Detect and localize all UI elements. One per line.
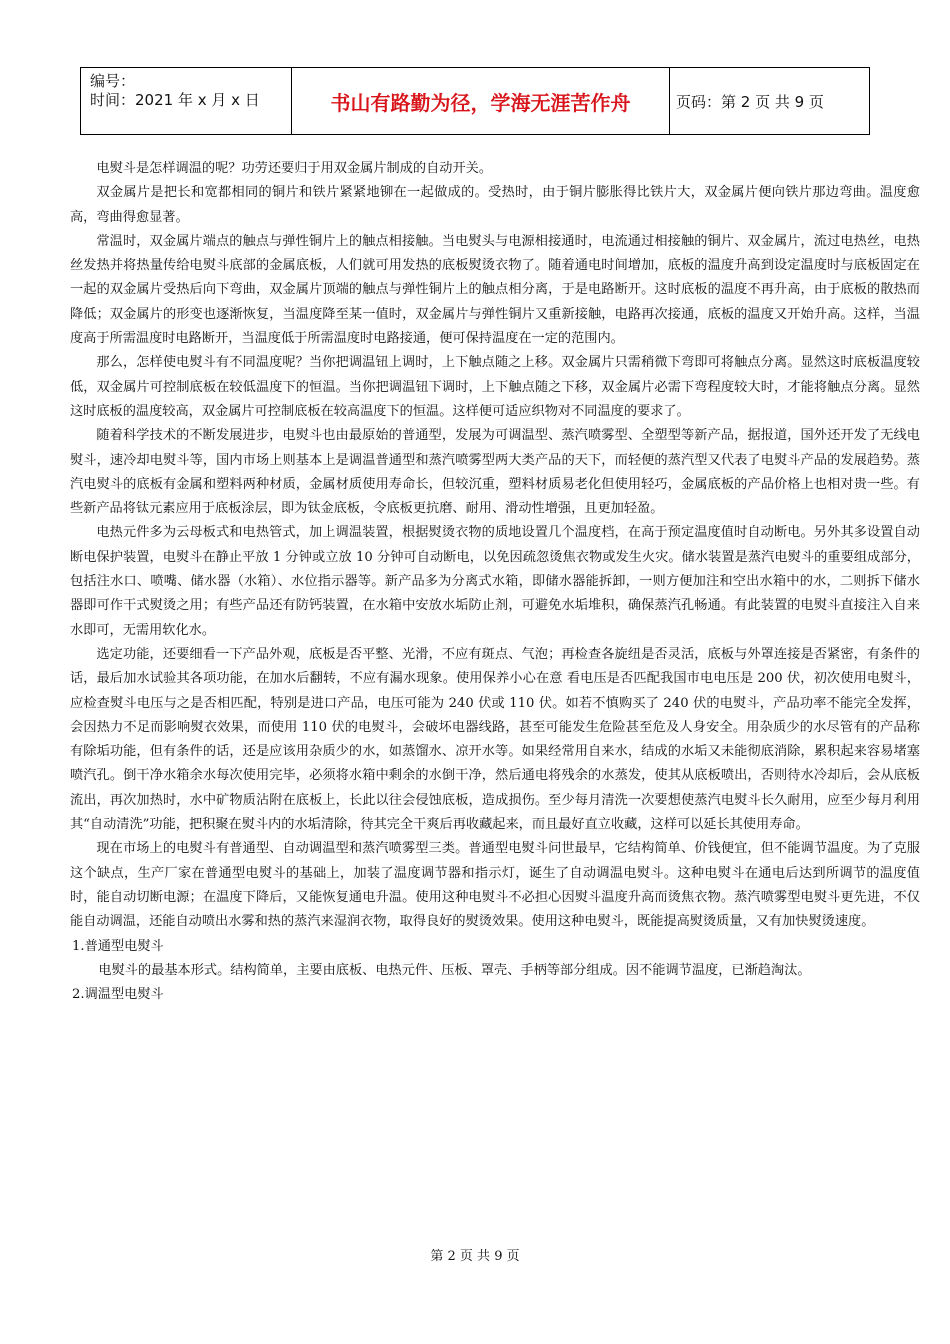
- section-text: 电熨斗的最基本形式。结构简单，主要由底板、电热元件、压板、罩壳、手柄等部分组成。因不能调节温度，已渐趋淘汰。: [98, 962, 811, 978]
- header-meta-cell: [81, 68, 292, 135]
- document-body: [70, 157, 920, 1007]
- paragraph: 双金属片是把长和宽都相同的铜片和铁片紧紧地铆在一起做成的。受热时，由于铜片膨胀得比铁片大，双金属片便向铁片那边弯曲。温度愈高，弯曲得愈显著。: [70, 185, 920, 225]
- paragraph: 随着科学技术的不断发展进步，电熨斗也由最原始的普通型，发展为可调温型、蒸汽喷雾型、全塑型等新产品，据报道，国外还开发了无线电熨斗，速冷却电熨斗等，国内市场上则基本上是调温普通型和蒸汽喷雾型两大类产品的天下，而轻便的蒸汽型又代表了电熨斗产品的发展趋势。蒸汽电熨斗的底板有金属和塑料两种材质，金属材质使用寿命长，但较沉重，塑料材质易老化但使用轻巧，金属底板的产品价格上也相对贵一些。有些新产品将钛元素应用于底板涂层，即为钛金底板，令底板更抗磨、耐用、滑动性增强，且更加轻盈。: [70, 428, 920, 517]
- section-heading: 2.调温型电熨斗: [72, 987, 164, 1003]
- footer-page-number: 第 2 页 共 9 页: [430, 1249, 520, 1264]
- serial-label: 编号：: [90, 72, 136, 90]
- page-footer: [0, 1245, 950, 1264]
- page-label: 页码：第 2 页 共 9 页: [676, 92, 824, 111]
- paragraph: 那么，怎样使电熨斗有不同温度呢？当你把调温钮上调时，上下触点随之上移。双金属片只需稍微下弯即可将触点分离。显然这时底板温度较低，双金属片可控制底板在较低温度下的恒温。当你把调温钮下调时，上下触点随之下移，双金属片必需下弯程度较大时，才能将触点分离。显然这时底板的温度较高，双金属片可控制底板在较高温度下的恒温。这样便可适应织物对不同温度的要求了。: [70, 355, 920, 419]
- motto: 书山有路勤为径，学海无涯苦作舟: [330, 90, 631, 115]
- paragraph: 常温时，双金属片端点的触点与弹性铜片上的触点相接触。当电熨头与电源相接通时，电流通过相接触的铜片、双金属片，流过电热丝，电热丝发热并将热量传给电熨斗底部的金属底板，人们就可用发热的底板熨烫衣物了。随着通电时间增加，底板的温度升高到设定温度时与底板固定在一起的双金属片受热后向下弯曲，双金属片顶端的触点与弹性铜片上的触点相分离，于是电路断开。这时底板的温度不再升高，由于底板的散热而降低；双金属片的形变也逐渐恢复，当温度降至某一值时，双金属片与弹性铜片又重新接触，电路再次接通，底板的温度又开始升高。这样，当温度高于所需温度时电路断开，当温度低于所需温度时电路接通，便可保持温度在一定的范围内。: [70, 233, 920, 347]
- paragraph: 选定功能，还要细看一下产品外观，底板是否平整、光滑，不应有斑点、气泡；再检查各旋纽是否灵活，底板与外罩连接是否紧密，有条件的话，最后加水试验其各项功能，在加水后翻转，不应有漏水现象。使用保养小心在意 看电压是否匹配我国市电电压是 200 伏，初次使用电熨斗，应检查熨斗电压与之是否相匹配，特别是进口产品，电压可能为 240 伏或 110 伏。如若不慎购买了 240 伏的电熨斗，产品功率不能完全发挥，会因热力不足而影响熨衣效果，而使用 110 伏的电熨斗，会破坏电器线路，甚至可能发生危险甚至危及人身安全。用杂质少的水尽管有的产品称有除垢功能，但有条件的话，还是应该用杂质少的水，如蒸馏水、凉开水等。如果经常用自来水，结成的水垢又未能彻底消除，累积起来容易堵塞喷汽孔。倒干净水箱余水每次使用完毕，必须将水箱中剩余的水倒干净，然后通电将残余的水蒸发，使其从底板喷出，否则待水冷却后，会从底板流出，再次加热时，水中矿物质沾附在底板上，长此以往会侵蚀底板，造成损伤。至少每月清洗一次要想使蒸汽电熨斗长久耐用，应至少每月利用其“自动清洗”功能，把积聚在熨斗内的水垢清除，待其完全干爽后再收藏起来，而且最好直立收藏，这样可以延长其使用寿命。: [70, 646, 920, 833]
- paragraph: 电熨斗是怎样调温的呢？功劳还要归于用双金属片制成的自动开关。: [96, 161, 493, 176]
- paragraph: 现在市场上的电熨斗有普通型、自动调温型和蒸汽喷雾型三类。普通型电熨斗问世最早，它结构简单、价钱便宜，但不能调节温度。为了克服这个缺点，生产厂家在普通型电熨斗的基础上，加装了温度调节器和指示灯，诞生了自动调温电熨斗。这种电熨斗在通电后达到所调节的温度值时，能自动切断电源；在温度下降后，又能恢复通电升温。使用这种电熨斗不必担心因熨斗温度升高而烫焦衣物。蒸汽喷雾型电熨斗更先进，不仅能自动调温，还能自动喷出水雾和热的蒸汽来湿润衣物，取得良好的熨烫效果。使用这种电熨斗，既能提高熨烫质量，又有加快熨烫速度。: [70, 841, 920, 930]
- header-motto-cell: [292, 68, 670, 135]
- header-page-cell: [670, 68, 870, 135]
- time-label: 时间：2021 年 x 月 x 日: [90, 91, 260, 109]
- paragraph: 电热元件多为云母板式和电热管式，加上调温装置，根据熨烫衣物的质地设置几个温度档，在高于预定温度值时自动断电。另外其多设置自动断电保护装置，电熨斗在静止平放 1 分钟或立放 10 分钟可自动断电，以免因疏忽烫焦衣物或发生火灾。储水装置是蒸汽电熨斗的重要组成部分，包括注水口、喷嘴、储水器（水箱）、水位指示器等。新产品多为分离式水箱，即储水器能拆卸，一则方便加注和空出水箱中的水，二则拆下储水器即可作干式熨烫之用；有些产品还有防钙装置，在水箱中安放水垢防止剂，可避免水垢堆积，确保蒸汽孔畅通。有此装置的电熨斗直接注入自来水即可，无需用软化水。: [70, 525, 920, 638]
- header-table: [80, 67, 870, 135]
- section-heading: 1.普通型电熨斗: [72, 938, 164, 954]
